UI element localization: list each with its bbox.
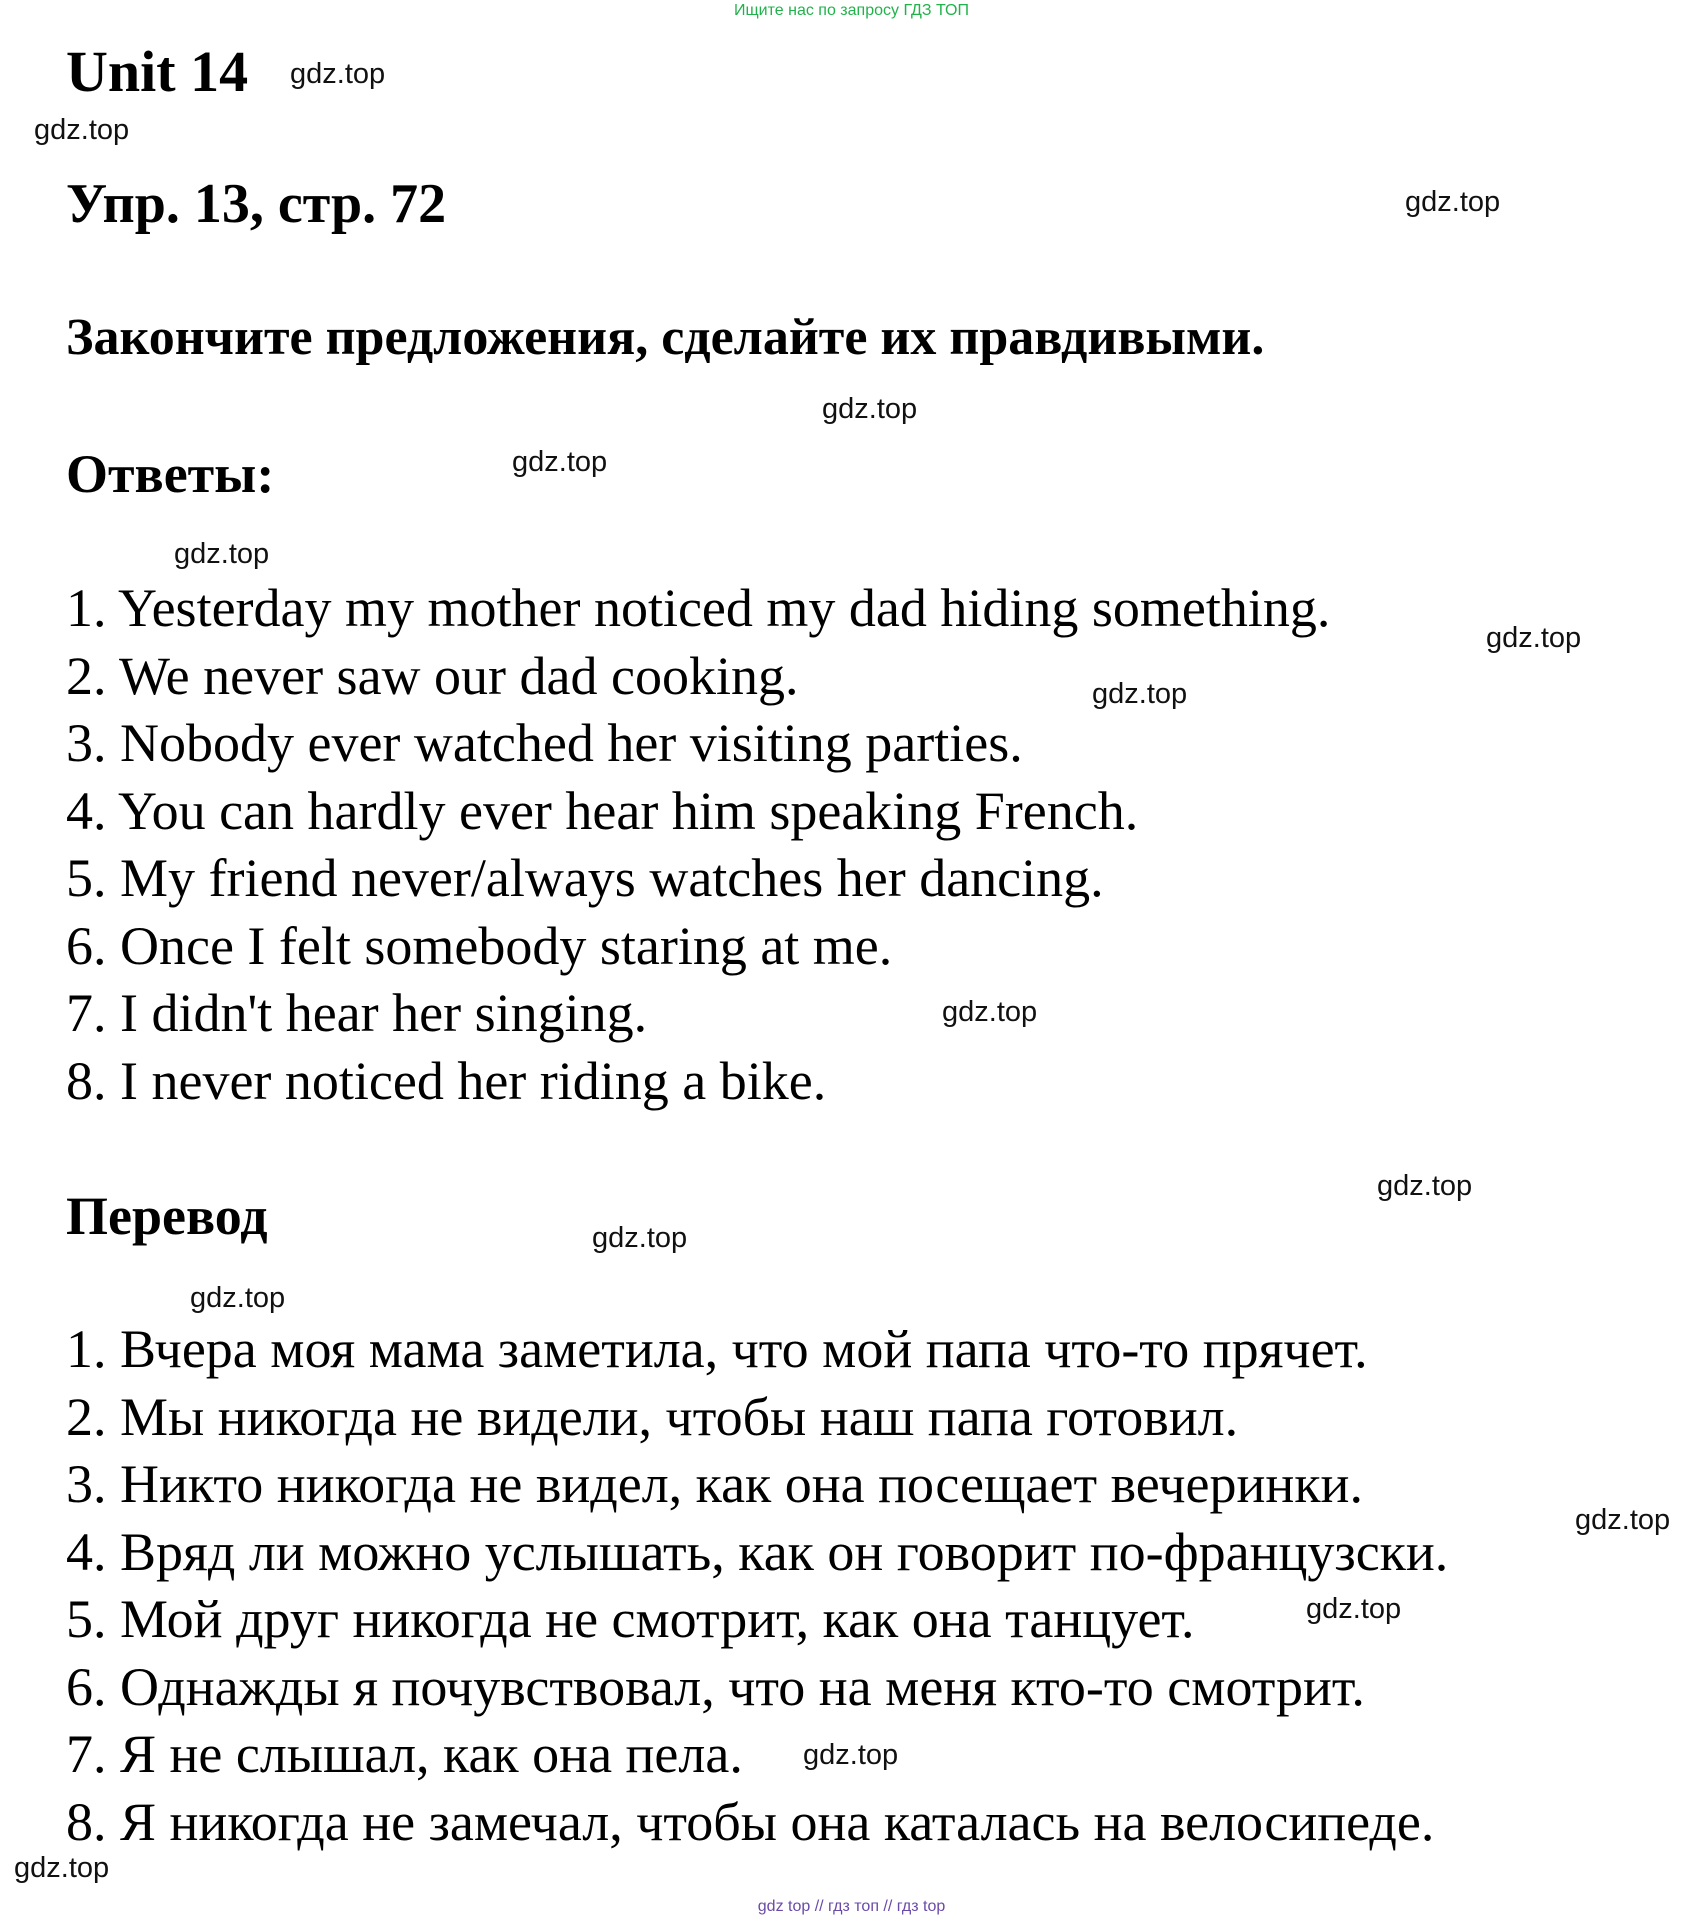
answer-item: 1. Yesterday my mother noticed my dad hiding something.	[66, 578, 1331, 638]
answer-item: 2. We never saw our dad cooking.	[66, 645, 799, 706]
watermark: gdz.top	[1405, 186, 1501, 218]
translation-item: 4. Вряд ли можно услышать, как он говорит по-французски.	[66, 1521, 1449, 1582]
unit-title: Unit 14	[66, 39, 249, 104]
translation-item: 3. Никто никогда не видел, как она посещает вечеринки.	[66, 1454, 1363, 1514]
answer-item: 7. I didn't hear her singing.	[66, 983, 648, 1043]
watermark: gdz.top	[34, 114, 130, 146]
watermark: gdz.top	[1306, 1593, 1402, 1625]
translation-item: 6. Однажды я почувствовал, что на меня кто-то смотрит.	[66, 1656, 1365, 1717]
translation-item: 8. Я никогда не замечал, чтобы она каталась на велосипеде.	[66, 1791, 1435, 1852]
translation-item: 2. Мы никогда не видели, чтобы наш папа готовил.	[66, 1386, 1239, 1447]
answer-item: 4. You can hardly ever hear him speaking French.	[66, 780, 1139, 841]
watermark: gdz.top	[1575, 1504, 1671, 1536]
answers-heading: Ответы:	[66, 444, 275, 504]
answers-list	[66, 575, 1330, 1115]
translation-heading: Перевод	[66, 1186, 268, 1246]
watermark: gdz.top	[822, 393, 918, 425]
exercise-title: Упр. 13, стр. 72	[66, 173, 447, 235]
answer-item: 6. Once I felt somebody staring at me.	[66, 915, 893, 976]
top-banner: Ищите нас по запросу ГДЗ ТОП	[734, 2, 969, 19]
translation-item: 7. Я не слышал, как она пела.	[66, 1724, 743, 1784]
answer-item: 3. Nobody ever watched her visiting parties.	[66, 713, 1023, 773]
watermark: gdz.top	[592, 1222, 688, 1254]
translation-item: 5. Мой друг никогда не смотрит, как она танцует.	[66, 1589, 1195, 1649]
watermark: gdz.top	[174, 538, 270, 570]
watermark: gdz.top	[14, 1852, 110, 1884]
answer-item: 8. I never noticed her riding a bike.	[66, 1050, 827, 1111]
watermark: gdz.top	[190, 1282, 286, 1314]
watermark: gdz.top	[512, 446, 608, 478]
translation-list	[66, 1316, 1448, 1856]
watermark: gdz.top	[290, 58, 386, 90]
watermark: gdz.top	[1486, 622, 1582, 654]
watermark: gdz.top	[803, 1739, 899, 1771]
answer-item: 5. My friend never/always watches her dancing.	[66, 848, 1104, 908]
watermark: gdz.top	[942, 996, 1038, 1028]
translation-item: 1. Вчера моя мама заметила, что мой папа что-то прячет.	[66, 1319, 1368, 1379]
task-instruction: Закончите предложения, сделайте их правдивыми.	[66, 309, 1265, 366]
bottom-banner: gdz top // гдз топ // гдз top	[757, 1898, 946, 1915]
watermark: gdz.top	[1377, 1170, 1473, 1202]
watermark: gdz.top	[1092, 678, 1188, 710]
